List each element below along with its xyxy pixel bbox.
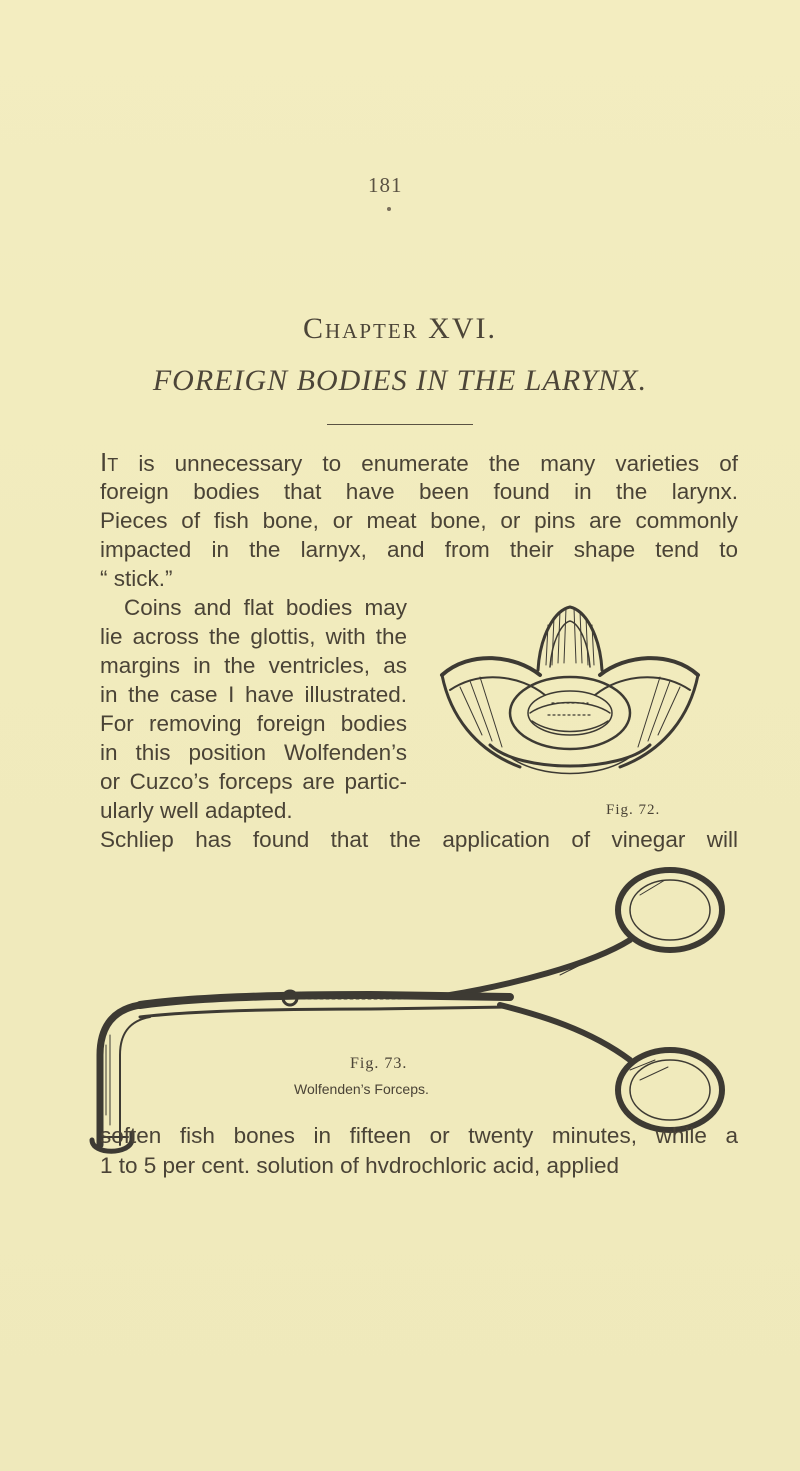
figure-73-caption: Wolfenden’s Forceps. <box>294 1081 429 1097</box>
paragraph-line: 1 to 5 per cent. solution of hvdrochloric acid, applied <box>100 1153 620 1178</box>
paragraph-line: lie across the glottis, with the <box>100 624 407 649</box>
figure-73-label: Fig. 73. <box>350 1055 408 1072</box>
paragraph-line: in the case I have illustrated. <box>100 682 407 707</box>
paragraph-line: impacted in the larnyx, and from their shape tend to <box>100 537 738 562</box>
paragraph-line: It is unnecessary to enumerate the many varieties of <box>100 447 738 477</box>
figure-73-forceps-illustration <box>70 855 730 1155</box>
ink-dot <box>387 207 391 211</box>
figure-72-larynx-illustration <box>420 595 720 795</box>
title-rule <box>327 424 473 425</box>
page-number: 181 <box>368 173 403 197</box>
paragraph-line: margins in the ventricles, as <box>100 653 407 678</box>
paragraph-line: or Cuzco’s forceps are partic- <box>100 769 407 794</box>
paragraph-line: “ stick.” <box>100 566 173 591</box>
paragraph-line: foreign bodies that have been found in the larynx. <box>100 479 738 504</box>
chapter-heading: Chapter XVI. <box>302 312 497 345</box>
paragraph-line: Schliep has found that the application of vinegar will <box>100 827 738 852</box>
paragraph-line: For removing foreign bodies <box>100 711 407 736</box>
paragraph-line: soften fish bones in fifteen or twenty minutes, while a <box>100 1123 738 1148</box>
drop-word: It <box>100 447 119 477</box>
paragraph-line: Coins and flat bodies may <box>124 595 407 620</box>
chapter-title: FOREIGN BODIES IN THE LARYNX. <box>152 364 648 397</box>
figure-72-label: Fig. 72. <box>606 802 661 818</box>
paragraph-line: Pieces of fish bone, or meat bone, or pins are commonly <box>100 508 738 533</box>
paragraph-line: in this position Wolfenden’s <box>100 740 407 765</box>
paragraph-line: ularly well adapted. <box>100 798 293 823</box>
